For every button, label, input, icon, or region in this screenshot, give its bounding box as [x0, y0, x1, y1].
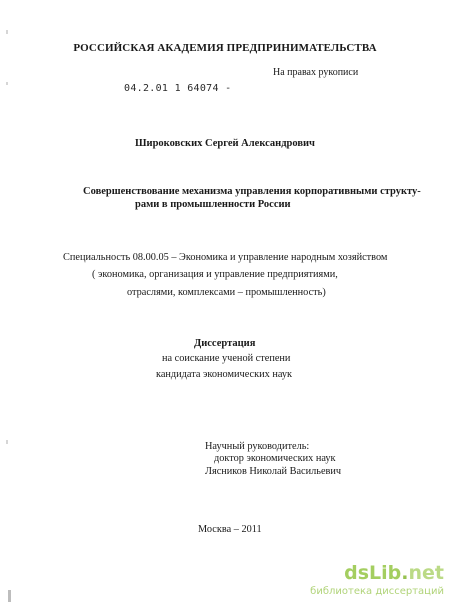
scan-artifact	[8, 590, 11, 602]
specialty-line-1: Специальность 08.00.05 – Экономика и управление народным хозяйством	[63, 252, 388, 263]
watermark-logo-text: dsLib	[344, 562, 402, 584]
advisor-degree: доктор экономических наук	[214, 453, 336, 464]
author-name: Широковских Сергей Александрович	[135, 138, 315, 149]
scan-artifact	[6, 440, 8, 444]
advisor-name: Лясников Николай Васильевич	[205, 466, 342, 477]
manuscript-note: На правах рукописи	[273, 67, 359, 78]
stamp-number: 04.2.01 1 64074 -	[124, 83, 232, 94]
watermark-logo-net: net	[408, 562, 444, 584]
place-and-year: Москва – 2011	[198, 524, 262, 535]
dissertation-title-line-2: рами в промышленности России	[135, 199, 291, 210]
watermark	[310, 562, 444, 602]
specialty-line-3: отраслями, комплексами – промышленность)	[127, 287, 326, 298]
advisor-title: Научный руководитель:	[205, 441, 310, 452]
degree-line-2: кандидата экономических наук	[156, 369, 293, 380]
specialty-line-2: ( экономика, организация и управление предприятиями,	[92, 269, 338, 280]
dissertation-label: Диссертация	[194, 338, 256, 349]
watermark-logo-dot: .	[401, 562, 409, 584]
scan-artifact	[6, 82, 8, 85]
institution-heading: РОССИЙСКАЯ АКАДЕМИЯ ПРЕДПРИНИМАТЕЛЬСТВА	[73, 42, 377, 54]
scan-artifact	[6, 30, 8, 34]
watermark-logo	[344, 562, 444, 584]
dissertation-title-line-1: Совершенствование механизма управления корпоративными структу-	[83, 186, 421, 197]
degree-line-1: на соискание ученой степени	[162, 353, 291, 364]
watermark-caption: библиотека диссертаций	[310, 586, 444, 597]
